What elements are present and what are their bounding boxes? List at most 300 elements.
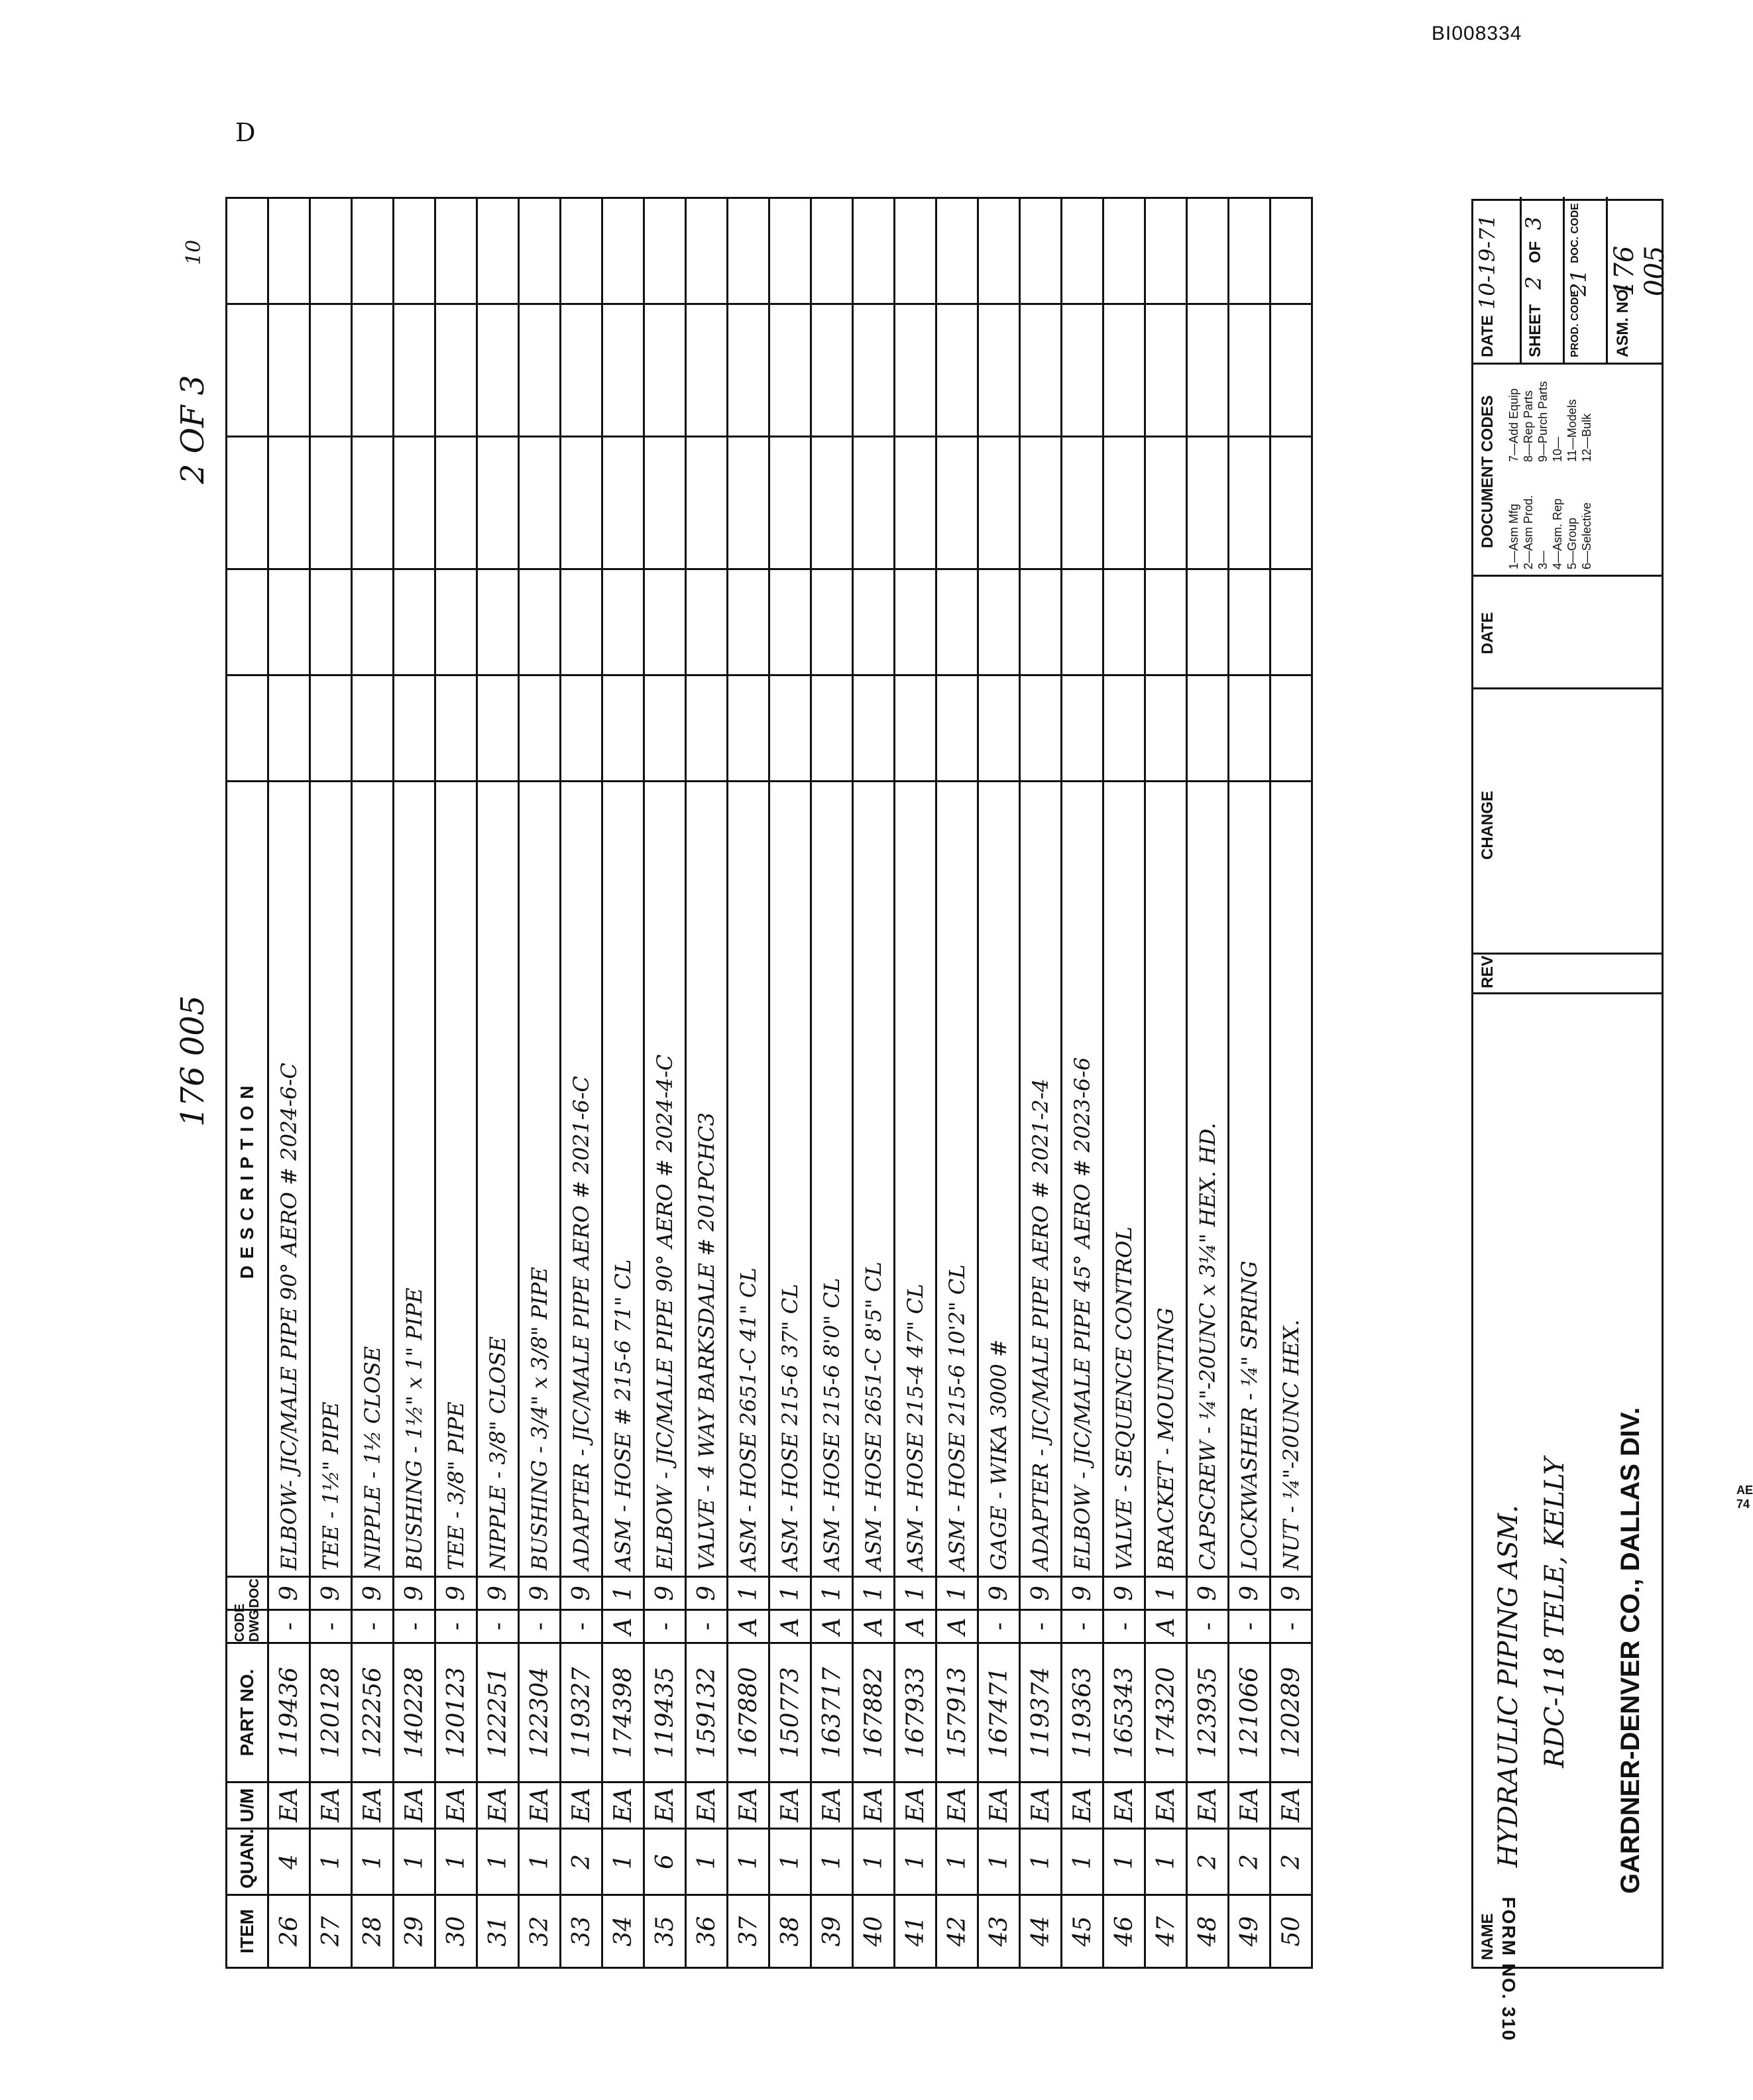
cell-blank [310, 198, 352, 304]
cell-part-no: 119435 [644, 1643, 686, 1782]
cell-blank [686, 198, 728, 304]
cell-blank [268, 198, 310, 304]
cell-quan: 2 [1271, 1829, 1312, 1895]
cell-item: 36 [686, 1895, 728, 1968]
cell-part-no: 120123 [435, 1643, 477, 1782]
cell-blank [686, 569, 728, 675]
prod-code-value: 21 [1566, 269, 1591, 296]
cell-blank [1187, 304, 1229, 437]
cell-item: 30 [435, 1895, 477, 1968]
cell-dwg: - [1020, 1610, 1062, 1643]
cell-blank [853, 675, 895, 782]
cell-um: EA [1062, 1782, 1103, 1829]
cell-part-no: 119436 [268, 1643, 310, 1782]
cell-part-no: 167880 [728, 1643, 769, 1782]
cell-dwg: - [310, 1610, 352, 1643]
cell-blank [769, 675, 811, 782]
cell-doc: 9 [1062, 1577, 1103, 1610]
cell-description: NIPPLE - 3/8" CLOSE [477, 782, 519, 1577]
cell-part-no: 122256 [352, 1643, 394, 1782]
cell-um: EA [352, 1782, 394, 1829]
cell-blank [519, 198, 561, 304]
cell-doc: 9 [644, 1577, 686, 1610]
code-item: 8—Rep Parts [1522, 390, 1535, 462]
cell-description: NUT - ¼"-20UNC HEX. [1271, 782, 1312, 1577]
cell-blank [561, 437, 602, 569]
form-number: FORM NO. 310 [1499, 1896, 1519, 2042]
cell-um: EA [1020, 1782, 1062, 1829]
cell-description: GAGE - WIKA 3000 # [978, 782, 1020, 1577]
cell-blank [435, 675, 477, 782]
cell-item: 27 [310, 1895, 352, 1968]
cell-part-no: 165343 [1103, 1643, 1145, 1782]
date-col-label: DATE [1479, 612, 1497, 654]
cell-blank [895, 437, 936, 569]
cell-blank [1062, 569, 1103, 675]
cell-part-no: 122251 [477, 1643, 519, 1782]
cell-description: ADAPTER - JIC/MALE PIPE AERO # 2021-6-C [561, 782, 602, 1577]
rev-cell [1473, 953, 1662, 992]
cell-blank [1020, 304, 1062, 437]
doc-code-label: DOC. CODE [1569, 203, 1581, 263]
cell-blank [1187, 569, 1229, 675]
cell-blank [477, 675, 519, 782]
cell-dwg: - [686, 1610, 728, 1643]
cell-item: 42 [936, 1895, 978, 1968]
table-row [1103, 198, 1145, 1968]
cell-dwg: - [352, 1610, 394, 1643]
cell-quan: 1 [1062, 1829, 1103, 1895]
cell-um: EA [268, 1782, 310, 1829]
codes-list-1 [1506, 495, 1594, 569]
table-row [1020, 198, 1062, 1968]
cell-quan: 1 [853, 1829, 895, 1895]
parts-table [225, 197, 1313, 1969]
cell-blank [895, 675, 936, 782]
cell-doc: 1 [602, 1577, 644, 1610]
cell-um: EA [936, 1782, 978, 1829]
cell-blank [895, 569, 936, 675]
cell-doc: 1 [895, 1577, 936, 1610]
col-description: DESCRIPTION [227, 782, 268, 1577]
name-label: NAME [1479, 1913, 1497, 1960]
cell-part-no: 174320 [1145, 1643, 1187, 1782]
cell-quan: 1 [352, 1829, 394, 1895]
table-row [477, 198, 519, 1968]
cell-um: EA [561, 1782, 602, 1829]
cell-blank [310, 304, 352, 437]
table-row [686, 198, 728, 1968]
table-row [561, 198, 602, 1968]
cell-blank [1271, 569, 1312, 675]
cell-blank [519, 569, 561, 675]
cell-blank [936, 198, 978, 304]
code-item: 2—Asm Prod. [1522, 495, 1535, 569]
cell-part-no: 119374 [1020, 1643, 1062, 1782]
cell-blank [602, 304, 644, 437]
cell-blank [811, 569, 853, 675]
cell-blank [477, 569, 519, 675]
cell-quan: 1 [310, 1829, 352, 1895]
parts-list-sheet [174, 199, 1670, 2042]
cell-item: 41 [895, 1895, 936, 1968]
cell-doc: 1 [811, 1577, 853, 1610]
table-row [644, 198, 686, 1968]
cell-description: CAPSCREW - ¼"-20UNC x 3¼" HEX. HD. [1187, 782, 1229, 1577]
cell-item: 50 [1271, 1895, 1312, 1968]
cell-part-no: 119363 [1062, 1643, 1103, 1782]
cell-blank [811, 437, 853, 569]
bates-number: BI008334 [1432, 23, 1522, 44]
col-blank-2 [227, 569, 268, 675]
cell-quan: 1 [936, 1829, 978, 1895]
cell-quan: 1 [477, 1829, 519, 1895]
code-item: 12—Bulk [1580, 413, 1593, 462]
cell-blank [394, 569, 435, 675]
cell-blank [1187, 198, 1229, 304]
name-cell [1473, 992, 1662, 1967]
cell-quan: 2 [1229, 1829, 1271, 1895]
cell-doc: 1 [936, 1577, 978, 1610]
doc-label: DOC [247, 1578, 262, 1608]
cell-blank [268, 569, 310, 675]
cell-item: 35 [644, 1895, 686, 1968]
cell-blank [769, 304, 811, 437]
cell-description: LOCKWASHER - ¼" SPRING [1229, 782, 1271, 1577]
cell-item: 43 [978, 1895, 1020, 1968]
cell-quan: 1 [602, 1829, 644, 1895]
cell-blank [1020, 569, 1062, 675]
cell-item: 34 [602, 1895, 644, 1968]
date-label: DATE [1479, 315, 1497, 357]
cell-part-no: 120289 [1271, 1643, 1312, 1782]
cell-quan: 1 [686, 1829, 728, 1895]
date-col-cell [1473, 575, 1662, 687]
cell-quan: 1 [978, 1829, 1020, 1895]
cell-blank [1229, 569, 1271, 675]
table-row [310, 198, 352, 1968]
table-row [435, 198, 477, 1968]
table-row [519, 198, 561, 1968]
cell-part-no: 121066 [1229, 1643, 1271, 1782]
cell-dwg: - [1103, 1610, 1145, 1643]
cell-description: ASM - HOSE 215-6 37" CL [769, 782, 811, 1577]
code-item: 9—Purch Parts [1536, 380, 1550, 462]
col-part-no: PART NO. [227, 1643, 268, 1782]
cell-blank [352, 569, 394, 675]
cell-blank [394, 304, 435, 437]
cell-blank [1187, 675, 1229, 782]
divider [1563, 197, 1565, 363]
cell-doc: 9 [268, 1577, 310, 1610]
col-blank-4 [227, 304, 268, 437]
cell-um: EA [728, 1782, 769, 1829]
cell-blank [561, 304, 602, 437]
cell-blank [352, 437, 394, 569]
cell-blank [1103, 675, 1145, 782]
cell-dwg: A [728, 1610, 769, 1643]
cell-item: 47 [1145, 1895, 1187, 1968]
cell-quan: 1 [1103, 1829, 1145, 1895]
cell-dwg: A [895, 1610, 936, 1643]
cell-description: BUSHING - 1½" x 1" PIPE [394, 782, 435, 1577]
cell-dwg: - [561, 1610, 602, 1643]
cell-dwg: A [1145, 1610, 1187, 1643]
margin-mark: D [235, 118, 256, 147]
cell-um: EA [1187, 1782, 1229, 1829]
cell-doc: 9 [1271, 1577, 1312, 1610]
cell-item: 28 [352, 1895, 394, 1968]
sheet-label: SHEET [1526, 304, 1544, 357]
cell-blank [811, 304, 853, 437]
table-row [936, 198, 978, 1968]
cell-blank [853, 437, 895, 569]
cell-quan: 2 [1187, 1829, 1229, 1895]
cell-blank [602, 198, 644, 304]
cell-blank [268, 437, 310, 569]
cell-item: 31 [477, 1895, 519, 1968]
cell-part-no: 163717 [811, 1643, 853, 1782]
cell-item: 38 [769, 1895, 811, 1968]
cell-blank [1103, 569, 1145, 675]
sheet-value: 2 [1521, 276, 1546, 290]
cell-quan: 1 [435, 1829, 477, 1895]
col-blank-3 [227, 437, 268, 569]
cell-blank [477, 198, 519, 304]
cell-quan: 1 [769, 1829, 811, 1895]
table-row [602, 198, 644, 1968]
cell-um: EA [686, 1782, 728, 1829]
cell-quan: 1 [1020, 1829, 1062, 1895]
cell-description: ASM - HOSE 2651-C 8'5" CL [853, 782, 895, 1577]
cell-blank [686, 437, 728, 569]
cell-description: ASM - HOSE 215-6 10'2" CL [936, 782, 978, 1577]
cell-doc: 9 [1187, 1577, 1229, 1610]
cell-description: VALVE - 4 WAY BARKSDALE # 201PCHC3 [686, 782, 728, 1577]
cell-blank [352, 675, 394, 782]
cell-dwg: - [978, 1610, 1020, 1643]
code-item: 4—Asm. Rep [1551, 498, 1564, 569]
cell-quan: 1 [895, 1829, 936, 1895]
cell-quan: 4 [268, 1829, 310, 1895]
cell-description: ADAPTER - JIC/MALE PIPE AERO # 2021-2-4 [1020, 782, 1062, 1577]
cell-blank [769, 569, 811, 675]
cell-blank [477, 304, 519, 437]
cell-part-no: 167471 [978, 1643, 1020, 1782]
cell-quan: 1 [728, 1829, 769, 1895]
top-sheet-suffix: 10 [182, 239, 205, 265]
cell-description: ASM - HOSE 215-6 8'0" CL [811, 782, 853, 1577]
cell-blank [769, 198, 811, 304]
col-blank-5 [227, 198, 268, 304]
cell-blank [268, 675, 310, 782]
cell-description: ELBOW - JIC/MALE PIPE 90° AERO # 2024-4-C [644, 782, 686, 1577]
cell-description: ASM - HOSE 2651-C 41" CL [728, 782, 769, 1577]
cell-blank [1187, 437, 1229, 569]
table-row [1229, 198, 1271, 1968]
cell-dwg: - [1187, 1610, 1229, 1643]
table-row [728, 198, 769, 1968]
cell-dwg: - [477, 1610, 519, 1643]
cell-blank [1103, 198, 1145, 304]
cell-blank [769, 437, 811, 569]
cell-description: BUSHING - 3/4" x 3/8" PIPE [519, 782, 561, 1577]
cell-part-no: 119327 [561, 1643, 602, 1782]
cell-blank [1145, 198, 1187, 304]
cell-um: EA [1271, 1782, 1312, 1829]
cell-blank [602, 569, 644, 675]
cell-dwg: - [394, 1610, 435, 1643]
table-row [1145, 198, 1187, 1968]
cell-blank [1145, 675, 1187, 782]
cell-dwg: - [519, 1610, 561, 1643]
cell-doc: 9 [394, 1577, 435, 1610]
cell-dwg: A [853, 1610, 895, 1643]
cell-blank [1020, 675, 1062, 782]
cell-blank [310, 569, 352, 675]
cell-dwg: - [1271, 1610, 1312, 1643]
cell-blank [1062, 304, 1103, 437]
cell-description: VALVE - SEQUENCE CONTROL [1103, 782, 1145, 1577]
change-cell [1473, 687, 1662, 953]
cell-blank [978, 437, 1020, 569]
company-name: GARDNER-DENVER CO., DALLAS DIV. [1616, 1407, 1645, 1894]
cell-um: EA [853, 1782, 895, 1829]
cell-blank [895, 304, 936, 437]
cell-description: TEE - 1½" PIPE [310, 782, 352, 1577]
cell-blank [394, 437, 435, 569]
cell-blank [644, 675, 686, 782]
cell-blank [1145, 569, 1187, 675]
cell-blank [477, 437, 519, 569]
cell-blank [686, 304, 728, 437]
cell-blank [1103, 437, 1145, 569]
cell-um: EA [811, 1782, 853, 1829]
cell-description: ASM - HOSE # 215-6 71" CL [602, 782, 644, 1577]
table-row [769, 198, 811, 1968]
cell-blank [561, 198, 602, 304]
cell-um: EA [602, 1782, 644, 1829]
col-blank-1 [227, 675, 268, 782]
cell-um: EA [978, 1782, 1020, 1829]
cell-blank [519, 675, 561, 782]
cell-item: 37 [728, 1895, 769, 1968]
cell-blank [1062, 437, 1103, 569]
document-codes-label: DOCUMENT CODES [1479, 395, 1497, 548]
assembly-model: RDC-118 TELE, KELLY [1540, 1457, 1570, 1768]
of-label: OF [1526, 241, 1544, 263]
cell-doc: 1 [728, 1577, 769, 1610]
cell-dwg: A [936, 1610, 978, 1643]
cell-um: EA [394, 1782, 435, 1829]
cell-blank [519, 437, 561, 569]
cell-doc: 9 [352, 1577, 394, 1610]
cell-blank [1229, 198, 1271, 304]
date-value: 10-19-71 [1475, 214, 1500, 310]
cell-blank [1229, 304, 1271, 437]
cell-blank [1062, 675, 1103, 782]
cell-description: ELBOW- JIC/MALE PIPE 90° AERO # 2024-6-C [268, 782, 310, 1577]
table-row [352, 198, 394, 1968]
cell-blank [978, 198, 1020, 304]
cell-blank [1271, 437, 1312, 569]
cell-blank [310, 675, 352, 782]
cell-dwg: A [811, 1610, 853, 1643]
col-quan: QUAN. [227, 1829, 268, 1895]
cell-blank [728, 198, 769, 304]
divider [1606, 197, 1608, 363]
cell-blank [435, 304, 477, 437]
cell-blank [644, 198, 686, 304]
cell-blank [936, 304, 978, 437]
cell-description: ELBOW - JIC/MALE PIPE 45° AERO # 2023-6-6 [1062, 782, 1103, 1577]
cell-blank [936, 569, 978, 675]
cell-blank [978, 304, 1020, 437]
cell-dwg: A [769, 1610, 811, 1643]
cell-blank [811, 675, 853, 782]
cell-dwg: - [268, 1610, 310, 1643]
cell-quan: 2 [561, 1829, 602, 1895]
top-asm-number: 176 005 [174, 995, 211, 1127]
table-row [1062, 198, 1103, 1968]
cell-um: EA [769, 1782, 811, 1829]
cell-quan: 1 [811, 1829, 853, 1895]
cell-blank [435, 198, 477, 304]
cell-blank [1020, 437, 1062, 569]
cell-dwg: A [602, 1610, 644, 1643]
cell-blank [1103, 304, 1145, 437]
cell-quan: 1 [519, 1829, 561, 1895]
cell-blank [644, 437, 686, 569]
cell-doc: 9 [310, 1577, 352, 1610]
cell-blank [978, 569, 1020, 675]
cell-blank [853, 569, 895, 675]
title-block [1471, 199, 1670, 1969]
cell-description: TEE - 3/8" PIPE [435, 782, 477, 1577]
top-annotations [156, 199, 222, 1969]
cell-blank [895, 198, 936, 304]
cell-blank [1271, 675, 1312, 782]
code-item: 6—Selective [1580, 502, 1593, 569]
cell-um: EA [644, 1782, 686, 1829]
cell-doc: 9 [519, 1577, 561, 1610]
cell-blank [1229, 675, 1271, 782]
cell-item: 49 [1229, 1895, 1271, 1968]
table-header-row [227, 198, 268, 1968]
cell-item: 44 [1020, 1895, 1062, 1968]
cell-blank [936, 437, 978, 569]
cell-blank [435, 569, 477, 675]
cell-part-no: 150773 [769, 1643, 811, 1782]
cell-blank [644, 569, 686, 675]
code-item: 5—Group [1565, 517, 1579, 569]
cell-blank [1145, 437, 1187, 569]
code-item: 7—Add Equip [1507, 388, 1520, 462]
code-label: CODE [233, 1604, 247, 1642]
cell-blank [1020, 198, 1062, 304]
cell-blank [602, 675, 644, 782]
table-row [853, 198, 895, 1968]
cell-um: EA [895, 1782, 936, 1829]
cell-doc: 9 [477, 1577, 519, 1610]
cell-item: 32 [519, 1895, 561, 1968]
cell-blank [519, 304, 561, 437]
of-value: 3 [1521, 216, 1546, 230]
cell-part-no: 140228 [394, 1643, 435, 1782]
cell-part-no: 122304 [519, 1643, 561, 1782]
cell-blank [644, 304, 686, 437]
cell-doc: 9 [978, 1577, 1020, 1610]
